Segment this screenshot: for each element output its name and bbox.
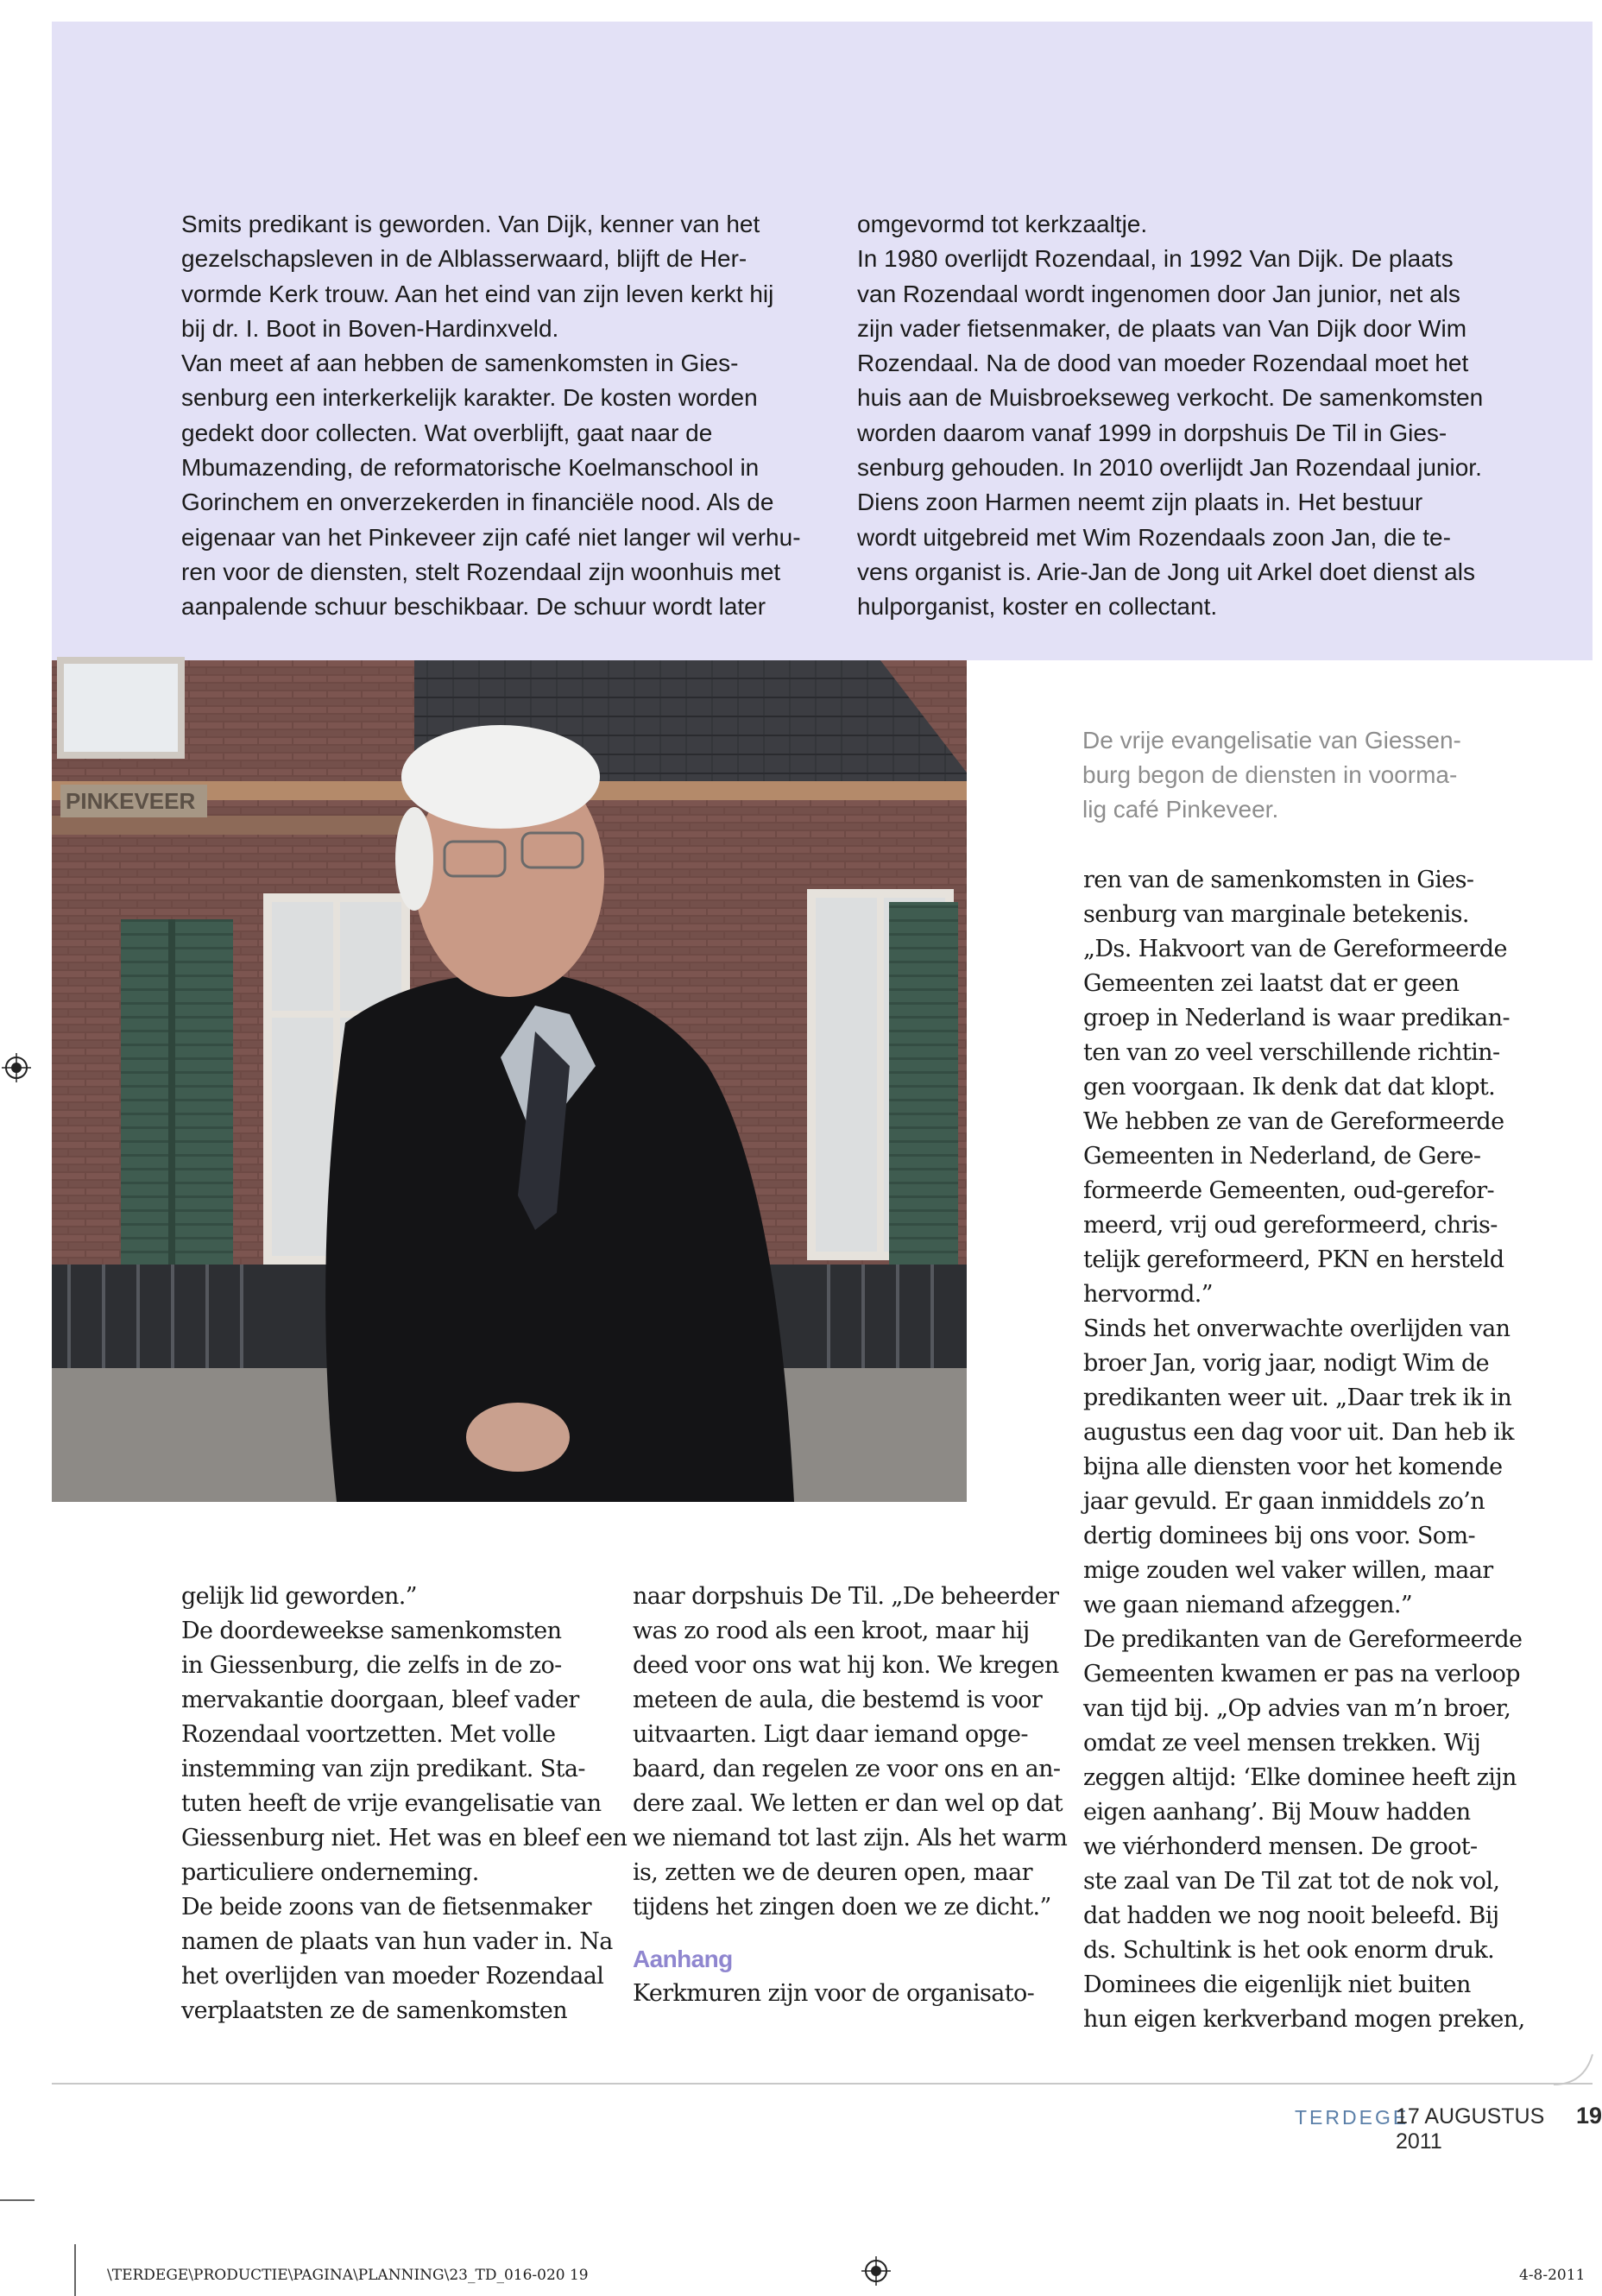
text-line: Van meet af aan hebben de samenkomsten in Gies- xyxy=(181,350,739,377)
text-line: eigenaar van het Pinkeveer zijn café niet langer wil verhu- xyxy=(181,523,801,551)
registration-mark-icon xyxy=(861,2256,891,2286)
text-line: Gemeenten kwamen er pas na verloop xyxy=(1083,1661,1520,1687)
text-line: zeggen altijd: ‘Elke dominee heeft zijn xyxy=(1083,1764,1517,1791)
text-line: De beide zoons van de fietsenmaker xyxy=(181,1894,591,1921)
text-line: we niemand tot last zijn. Als het warm xyxy=(633,1825,1068,1851)
text-line: van tijd bij. „Op advies van m’n broer, xyxy=(1083,1695,1511,1722)
text-line: vens organist is. Arie-Jan de Jong uit Arkel doet dienst als xyxy=(857,558,1475,585)
text-line: ren van de samenkomsten in Gies- xyxy=(1083,867,1474,893)
text-line: Sinds het onverwachte overlijden van xyxy=(1083,1315,1511,1342)
text-line: Rozendaal voortzetten. Met volle xyxy=(181,1721,556,1748)
text-line: groep in Nederland is waar predikan- xyxy=(1083,1005,1510,1031)
text-line: eigen aanhang’. Bij Mouw hadden xyxy=(1083,1799,1471,1826)
text-line: mige zouden wel vaker willen, maar xyxy=(1083,1557,1493,1584)
crop-mark xyxy=(74,2244,76,2296)
text-line: vormde Kerk trouw. Aan het eind van zijn leven kerkt hij xyxy=(181,280,774,307)
text-line: jaar gevuld. Er gaan inmiddels zo’n xyxy=(1083,1488,1485,1515)
footer-magazine: TERDEGE xyxy=(1295,2106,1410,2129)
text-line: „Ds. Hakvoort van de Gereformeerde xyxy=(1083,936,1507,962)
text-line: Mbumazending, de reformatorische Koelmanschool in xyxy=(181,454,760,482)
text-line: augustus een dag voor uit. Dan heb ik xyxy=(1083,1419,1514,1446)
text-line: Gorinchem en onverzekerden in financiële nood. Als de xyxy=(181,489,774,516)
text-line: burg begon de diensten in voorma- xyxy=(1082,761,1458,788)
text-line: dere zaal. We letten er dan wel op dat xyxy=(633,1790,1063,1817)
text-line: Diens zoon Harmen neemt zijn plaats in. Het bestuur xyxy=(857,489,1423,516)
text-line: omgevormd tot kerkzaaltje. xyxy=(857,211,1148,237)
text-line: In 1980 overlijdt Rozendaal, in 1992 Van Dijk. De plaats xyxy=(857,245,1454,273)
text-line: hulporganist, koster en collectant. xyxy=(857,593,1218,621)
text-line: hervormd.” xyxy=(1083,1281,1213,1308)
text-line: meteen de aula, die bestemd is voor xyxy=(633,1687,1043,1713)
text-line: deed voor ons wat hij kon. We kregen xyxy=(633,1652,1059,1679)
text-line: De doordeweekse samenkomsten xyxy=(181,1618,562,1644)
text-line: predikanten weer uit. „Daar trek ik in xyxy=(1083,1385,1512,1411)
text-line: tuten heeft de vrije evangelisatie van xyxy=(181,1790,602,1817)
text-line: De predikanten van de Gereformeerde xyxy=(1083,1626,1523,1653)
text-line: tijdens het zingen doen we ze dicht.” xyxy=(633,1894,1051,1921)
text-line: naar dorpshuis De Til. „De beheerder xyxy=(633,1583,1059,1610)
text-line: Dominees die eigenlijk niet buiten xyxy=(1083,1971,1471,1998)
text-line: omdat ze veel mensen trekken. Wij xyxy=(1083,1730,1481,1757)
text-line: wordt uitgebreid met Wim Rozendaals zoon Jan, die te- xyxy=(857,523,1451,551)
text-line: We hebben ze van de Gereformeerde xyxy=(1083,1108,1504,1135)
footer-page-number: 19 xyxy=(1576,2103,1602,2129)
bottom-left-column xyxy=(181,1580,628,2028)
registration-mark-icon xyxy=(2,1053,31,1082)
text-line: lig café Pinkeveer. xyxy=(1082,796,1279,823)
text-line: we viérhonderd mensen. De groot- xyxy=(1083,1833,1478,1860)
text-line: Rozendaal. Na de dood van moeder Rozendaal moet het xyxy=(857,350,1469,377)
pinkeveer-sign xyxy=(60,785,207,817)
text-line: worden daarom vanaf 1999 in dorpshuis De Til in Gies- xyxy=(857,419,1447,446)
text-line: instemming van zijn predikant. Sta- xyxy=(181,1756,585,1782)
text-line: we gaan niemand afzeggen.” xyxy=(1083,1592,1413,1618)
text-line: gezelschapsleven in de Alblasserwaard, blijft de Her- xyxy=(181,245,747,273)
text-line: broer Jan, vorig jaar, nodigt Wim de xyxy=(1083,1350,1490,1377)
footer-rule xyxy=(52,2083,1593,2085)
subhead-aanhang: Aanhang xyxy=(633,1946,733,1972)
text-line: telijk gereformeerd, PKN en hersteld xyxy=(1083,1246,1504,1273)
text-line: uitvaarten. Ligt daar iemand opge- xyxy=(633,1721,1028,1748)
text-line: dertig dominees bij ons voor. Som- xyxy=(1083,1523,1475,1549)
text-line: Giessenburg niet. Het was en bleef een xyxy=(181,1825,628,1851)
top-left-column xyxy=(181,207,837,625)
text-line: ds. Schultink is het ook enorm druk. xyxy=(1083,1937,1495,1964)
text-line: is, zetten we de deuren open, maar xyxy=(633,1859,1032,1886)
top-right-column xyxy=(857,207,1530,625)
text-line: Kerkmuren zijn voor de organisato- xyxy=(633,1980,1035,2007)
text-line: particuliere onderneming. xyxy=(181,1859,479,1886)
text-line: senburg van marginale betekenis. xyxy=(1083,901,1469,928)
text-line: formeerde Gemeenten, oud-gerefor- xyxy=(1083,1177,1495,1204)
text-line: gedekt door collecten. Wat overblijft, gaat naar de xyxy=(181,419,713,446)
text-line: senburg een interkerkelijk karakter. De kosten worden xyxy=(181,384,758,412)
text-line: zijn vader fietsenmaker, de plaats van Van Dijk door Wim xyxy=(857,314,1467,342)
text-line: Smits predikant is geworden. Van Dijk, kenner van het xyxy=(181,211,760,237)
text-line: bijna alle diensten voor het komende xyxy=(1083,1454,1503,1480)
text-line: van Rozendaal wordt ingenomen door Jan junior, net als xyxy=(857,280,1460,307)
text-line: aanpalende schuur beschikbaar. De schuur wordt later xyxy=(181,593,766,621)
slug-path: \TERDEGE\PRODUCTIE\PAGINA\PLANNING\23_TD_016-020 19 xyxy=(107,2267,589,2284)
bottom-mid-lines-after xyxy=(633,1977,1073,2011)
text-line: De vrije evangelisatie van Giessen- xyxy=(1082,727,1461,754)
text-line: gelijk lid geworden.” xyxy=(181,1583,417,1610)
text-line: dat hadden we nog nooit beleefd. Bij xyxy=(1083,1902,1499,1929)
text-line: verplaatsten ze de samenkomsten xyxy=(181,1997,568,2024)
text-line: ren voor de diensten, stelt Rozendaal zijn woonhuis met xyxy=(181,558,781,585)
text-line: namen de plaats van hun vader in. Na xyxy=(181,1928,613,1955)
text-line: ste zaal van De Til zat tot de nok vol, xyxy=(1083,1868,1500,1895)
footer-date: 17 AUGUSTUS 2011 xyxy=(1396,2104,1545,2154)
text-line: gen voorgaan. Ik denk dat dat klopt. xyxy=(1083,1074,1496,1101)
text-line: ten van zo veel verschillende richtin- xyxy=(1083,1039,1500,1066)
text-line: was zo rood als een kroot, maar hij xyxy=(633,1618,1030,1644)
text-line: mervakantie doorgaan, bleef vader xyxy=(181,1687,579,1713)
text-line: meerd, vrij oud gereformeerd, chris- xyxy=(1083,1212,1498,1239)
slug-date: 4-8-2011 xyxy=(1519,2267,1586,2284)
photo xyxy=(52,660,967,1502)
bottom-mid-lines-before xyxy=(633,1580,1073,1925)
crop-mark xyxy=(0,2199,35,2201)
text-line: baard, dan regelen ze voor ons en an- xyxy=(633,1756,1061,1782)
photo-caption xyxy=(1082,723,1514,827)
svg-text:PINKEVEER: PINKEVEER xyxy=(66,788,196,814)
text-line: in Giessenburg, die zelfs in de zo- xyxy=(181,1652,562,1679)
text-line: hun eigen kerkverband mogen preken, xyxy=(1083,2006,1525,2033)
footer-curve xyxy=(1554,2054,1593,2089)
text-line: Gemeenten zei laatst dat er geen xyxy=(1083,970,1460,997)
text-line: bij dr. I. Boot in Boven-Hardinxveld. xyxy=(181,314,559,342)
text-line: huis aan de Muisbroekseweg verkocht. De samenkomsten xyxy=(857,384,1484,412)
right-column xyxy=(1083,863,1567,2037)
text-line: het overlijden van moeder Rozendaal xyxy=(181,1963,604,1990)
bottom-mid-column xyxy=(633,1580,1073,2011)
text-line: Gemeenten in Nederland, de Gere- xyxy=(1083,1143,1481,1170)
text-line: senburg gehouden. In 2010 overlijdt Jan Rozendaal junior. xyxy=(857,454,1482,482)
